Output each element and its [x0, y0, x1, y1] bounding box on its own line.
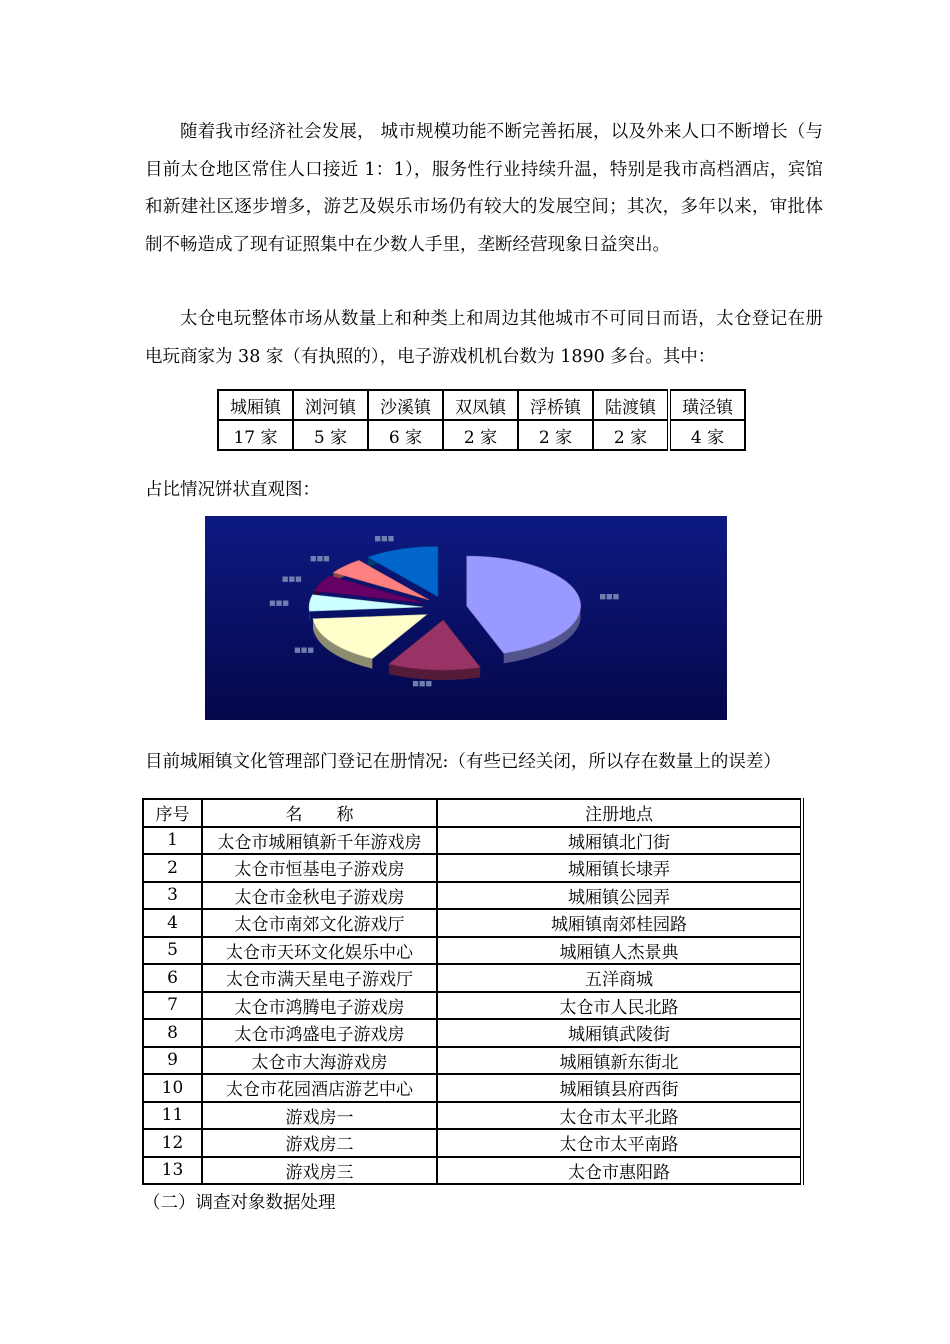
- row-name: 游戏房一: [202, 1102, 437, 1130]
- row-serial: 4: [143, 909, 202, 937]
- row-name: 太仓市鸿腾电子游戏房: [202, 992, 437, 1020]
- table-row: [143, 854, 802, 882]
- row-address: 太仓市太平南路: [437, 1129, 802, 1157]
- pie-data-label-1: ■■■: [412, 679, 433, 688]
- row-name: 游戏房三: [202, 1157, 437, 1185]
- table-row: [143, 1047, 802, 1075]
- row-name: 游戏房二: [202, 1129, 437, 1157]
- row-address: 城厢镇人杰景典: [437, 937, 802, 965]
- header-serial: 序号: [143, 799, 202, 827]
- table-row: [143, 827, 802, 855]
- row-name: 太仓市城厢镇新千年游戏房: [202, 827, 437, 855]
- town-header-cell: 浮桥镇: [518, 390, 593, 420]
- table-row: [143, 1157, 802, 1185]
- town-header-cell: 沙溪镇: [368, 390, 443, 420]
- row-address: 城厢镇县府西街: [437, 1074, 802, 1102]
- row-name: 太仓市大海游戏房: [202, 1047, 437, 1075]
- town-count-cell: 2 家: [518, 420, 593, 450]
- town-share-pie-chart: [205, 516, 727, 720]
- pie-data-label-2: ■■■: [294, 645, 314, 654]
- pie-data-label-4: ■■■: [281, 575, 302, 583]
- row-name: 太仓市天环文化娱乐中心: [202, 937, 437, 965]
- table-row: [143, 937, 802, 965]
- row-address: 五洋商城: [437, 964, 802, 992]
- pie-data-label-3: ■■■: [269, 598, 289, 607]
- town-header-cell: 双凤镇: [443, 390, 518, 420]
- registry-table: [142, 798, 804, 1185]
- row-name: 太仓市金秋电子游戏房: [202, 882, 437, 910]
- row-serial: 10: [143, 1074, 202, 1102]
- registry-header-row: [143, 799, 802, 827]
- town-count-row: [218, 420, 745, 450]
- town-header-row: [218, 390, 745, 420]
- row-serial: 3: [143, 882, 202, 910]
- row-address: 城厢镇公园弄: [437, 882, 802, 910]
- row-address: 城厢镇北门街: [437, 827, 802, 855]
- registry-caption: 目前城厢镇文化管理部门登记在册情况:（有些已经关闭，所以存在数量上的误差）: [145, 752, 781, 772]
- town-header-cell: 璜泾镇: [669, 390, 745, 420]
- table-row: [143, 882, 802, 910]
- town-count-cell: 6 家: [368, 420, 443, 450]
- town-count-cell: 17 家: [218, 420, 293, 450]
- row-serial: 7: [143, 992, 202, 1020]
- row-name: 太仓市花园酒店游艺中心: [202, 1074, 437, 1102]
- row-address: 城厢镇长埭弄: [437, 854, 802, 882]
- row-address: 城厢镇南郊桂园路: [437, 909, 802, 937]
- row-serial: 1: [143, 827, 202, 855]
- town-header-cell: 城厢镇: [218, 390, 293, 420]
- table-row: [143, 1102, 802, 1130]
- table-row: [143, 1019, 802, 1047]
- row-serial: 9: [143, 1047, 202, 1075]
- row-name: 太仓市恒基电子游戏房: [202, 854, 437, 882]
- header-address: 注册地点: [437, 799, 802, 827]
- table-row: [143, 992, 802, 1020]
- pie-chart-svg: [205, 516, 727, 720]
- table-row: [143, 964, 802, 992]
- chart-background: [205, 516, 727, 720]
- town-header-cell: 浏河镇: [293, 390, 368, 420]
- row-address: 城厢镇武陵街: [437, 1019, 802, 1047]
- row-serial: 5: [143, 937, 202, 965]
- section-heading: （二）调查对象数据处理: [143, 1193, 336, 1213]
- row-address: 城厢镇新东街北: [437, 1047, 802, 1075]
- row-serial: 12: [143, 1129, 202, 1157]
- town-count-cell: 5 家: [293, 420, 368, 450]
- row-serial: 6: [143, 964, 202, 992]
- row-address: 太仓市太平北路: [437, 1102, 802, 1130]
- row-serial: 2: [143, 854, 202, 882]
- table-row: [143, 1129, 802, 1157]
- row-name: 太仓市南郊文化游戏厅: [202, 909, 437, 937]
- row-serial: 13: [143, 1157, 202, 1185]
- market-paragraph: 太仓电玩整体市场从数量上和种类上和周边其他城市不可同日而语，太仓登记在册电玩商家为 38 家（有执照的），电子游戏机机台数为 1890 多台。其中：: [145, 309, 823, 367]
- town-count-table: [217, 389, 746, 451]
- intro-paragraph: 随着我市经济社会发展， 城市规模功能不断完善拓展，以及外来人口不断增长（与目前太仓地区常住人口接近 1：1），服务性行业持续升温，特别是我市高档酒店，宾馆和新建社区逐步增多，游艺及娱乐市场仍有较大的发展空间；其次，多年以来，审批体制不畅造成了现有证照集中在少数人手里，垄断经营现象日益突出。: [145, 122, 823, 255]
- town-count-cell: 4 家: [669, 420, 745, 450]
- row-address: 太仓市惠阳路: [437, 1157, 802, 1185]
- row-serial: 8: [143, 1019, 202, 1047]
- pie-data-label-0: ■■■: [599, 592, 620, 601]
- town-count-cell: 2 家: [443, 420, 518, 450]
- table-row: [143, 909, 802, 937]
- town-header-cell: 陆渡镇: [593, 390, 669, 420]
- row-serial: 11: [143, 1102, 202, 1130]
- table-row: [143, 1074, 802, 1102]
- row-address: 太仓市人民北路: [437, 992, 802, 1020]
- town-count-cell: 2 家: [593, 420, 669, 450]
- header-name: 名 称: [202, 799, 437, 827]
- pie-data-label-6: ■■■: [374, 534, 395, 543]
- pie-chart-caption: 占比情况饼状直观图：: [145, 480, 320, 500]
- row-name: 太仓市鸿盛电子游戏房: [202, 1019, 437, 1047]
- pie-data-label-5: ■■■: [309, 554, 330, 563]
- row-name: 太仓市满天星电子游戏厅: [202, 964, 437, 992]
